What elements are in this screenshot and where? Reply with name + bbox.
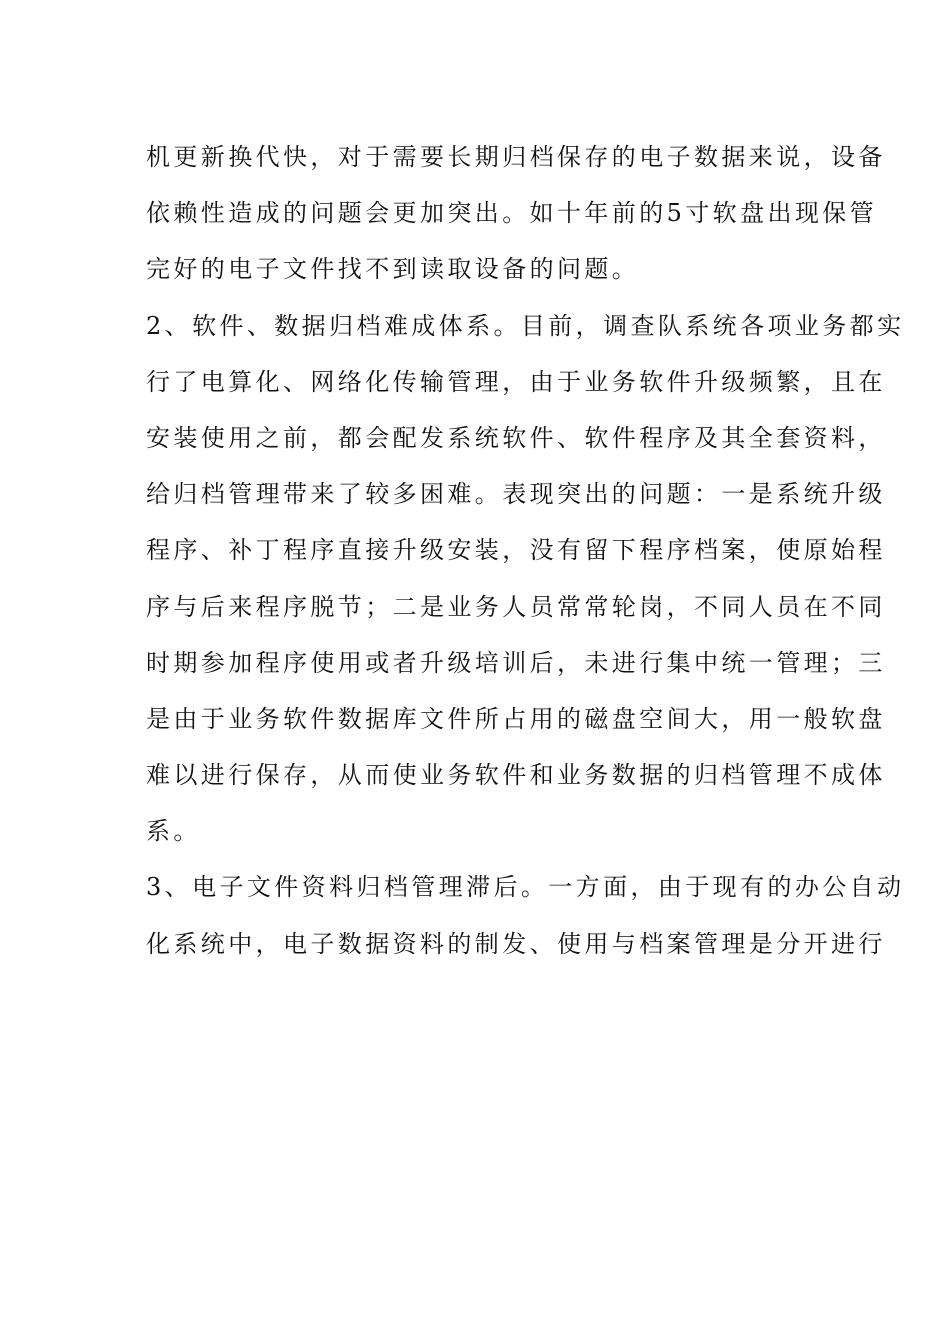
text-line: 化系统中，电子数据资料的制发、使用与档案管理是分开进行 (146, 929, 886, 958)
body-text (146, 129, 905, 972)
text-line: 给归档管理带来了较多困难。表现突出的问题：一是系统升级 (146, 480, 886, 509)
text-line: 时期参加程序使用或者升级培训后，未进行集中统一管理；三 (146, 648, 886, 677)
text-line: 程序、补丁程序直接升级安装，没有留下程序档案，使原始程 (146, 536, 886, 565)
text-line: 2、软件、数据归档难成体系。目前，调查队系统各项业务都实 (146, 311, 905, 340)
text-line: 安装使用之前，都会配发系统软件、软件程序及其全套资料， (146, 423, 886, 452)
text-line: 序与后来程序脱节；二是业务人员常常轮岗，不同人员在不同 (146, 592, 886, 621)
text-line: 行了电算化、网络化传输管理，由于业务软件升级频繁，且在 (146, 367, 886, 396)
text-line: 是由于业务软件数据库文件所占用的磁盘空间大，用一般软盘 (146, 704, 886, 733)
text-line: 3、电子文件资料归档管理滞后。一方面，由于现有的办公自动 (146, 873, 905, 902)
text-line: 难以进行保存，从而使业务软件和业务数据的归档管理不成体 (146, 761, 886, 790)
text-line: 依赖性造成的问题会更加突出。如十年前的5寸软盘出现保管 (146, 199, 878, 228)
text-line: 完好的电子文件找不到读取设备的问题。 (146, 255, 640, 284)
text-line: 机更新换代快，对于需要长期归档保存的电子数据来说，设备 (146, 143, 886, 171)
text-line: 系。 (146, 817, 201, 846)
